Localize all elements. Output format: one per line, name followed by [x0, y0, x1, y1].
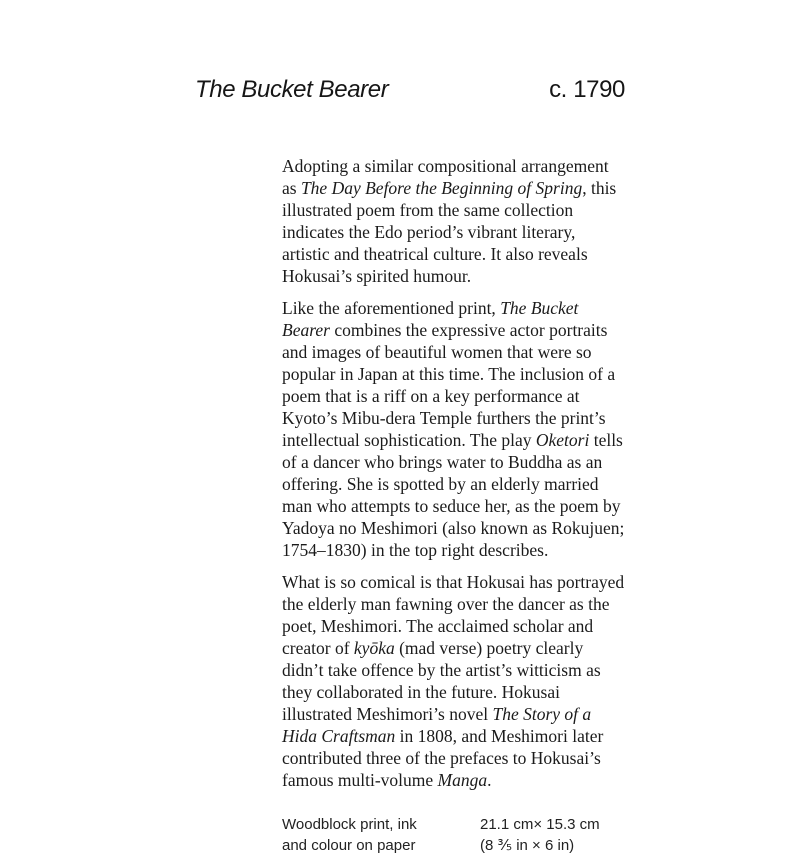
dimensions-imperial: (8 ⅗ in × 6 in): [480, 837, 575, 854]
text-run: in 1808, and Meshimori later contributed three of the prefaces to Hokusai’s famous multi-volume: [282, 726, 604, 790]
artwork-date: c. 1790: [549, 76, 625, 103]
paragraph: [282, 155, 626, 287]
text-run: , this illustrated poem from the same collection indicates the Edo period’s vibrant literary, artistic and theatrical culture. It also reveals Hokusai’s spirited humour.: [282, 178, 617, 286]
italic-title-run: Manga: [437, 770, 488, 790]
italic-title-run: The Story of a Hida Craftsman: [282, 704, 592, 746]
paragraph: [282, 297, 626, 561]
dimensions-column: [480, 814, 626, 856]
italic-title-run: kyōka: [353, 638, 395, 658]
medium-line-1: Woodblock print, ink: [282, 816, 417, 833]
italic-title-run: The Bucket Bearer: [282, 298, 579, 340]
medium-line-2: and colour on paper: [282, 837, 416, 854]
italic-title-run: Oketori: [535, 430, 590, 450]
text-run: (mad verse) poetry clearly didn’t take offence by the artist’s witticism as they collaborated in the future. Hokusai illustrated Meshimori’s novel: [282, 638, 601, 724]
text-run: tells of a dancer who brings water to Buddha as an offering. She is spotted by an elderly married man who attempts to seduce her, as the poem by Yadoya no Meshimori (also known as Rokujuen; 1754–1830) in the top right describes.: [282, 430, 625, 560]
medium-column: [282, 814, 480, 856]
title-row: [195, 76, 625, 104]
artwork-title: The Bucket Bearer: [195, 76, 389, 103]
text-run: Adopting a similar compositional arrangement as: [282, 156, 609, 198]
text-run: Like the aforementioned print,: [282, 298, 501, 318]
paragraphs-container: [282, 155, 626, 791]
artwork-details: [282, 814, 626, 856]
dimensions-metric: 21.1 cm× 15.3 cm: [480, 816, 600, 833]
description-column: [282, 155, 626, 856]
text-run: combines the expressive actor portraits and images of beautiful women that were so popular in Japan at this time. The inclusion of a poem that is a riff on a key performance at Kyoto’s Mibu-dera Temple furthers the print’s intellectual sophistication. The play: [282, 320, 616, 450]
italic-title-run: The Day Before the Beginning of Spring: [300, 178, 583, 198]
text-run: .: [487, 770, 492, 790]
paragraph: [282, 571, 626, 791]
text-run: What is so comical is that Hokusai has portrayed the elderly man fawning over the dancer as the poet, Meshimori. The acclaimed scholar and creator of: [282, 572, 625, 658]
